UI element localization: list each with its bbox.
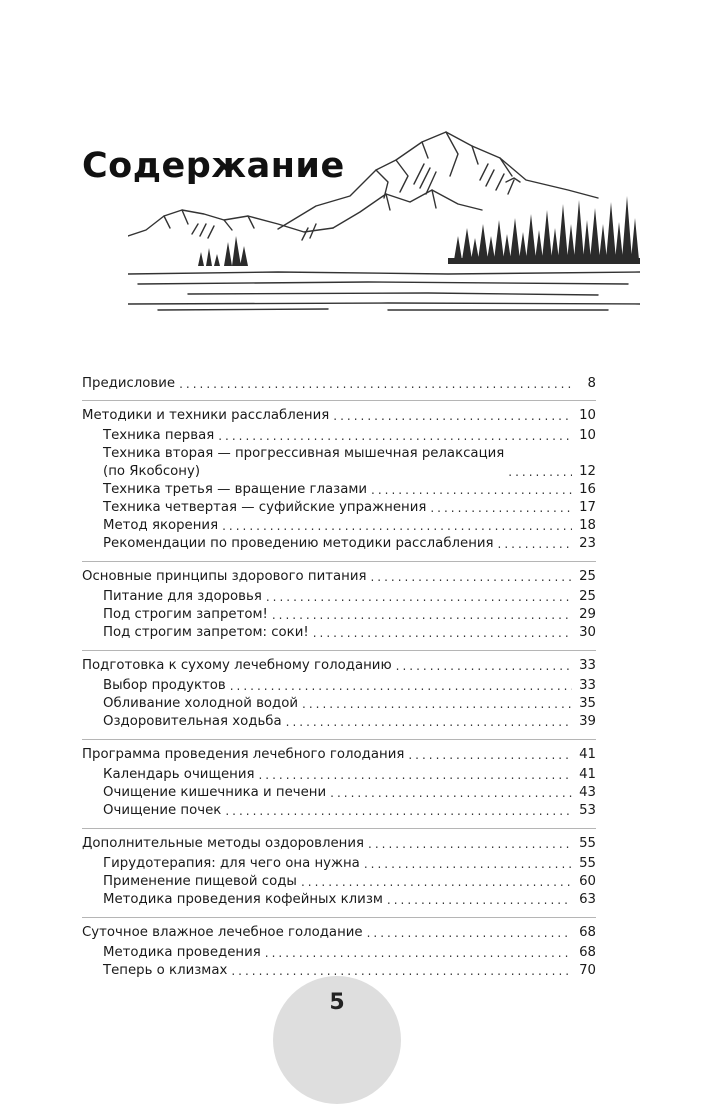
toc-section [82, 400, 596, 561]
toc-entry-page: 8 [587, 376, 596, 391]
toc-entry-title: Теперь о клизмах [103, 963, 228, 978]
leader-dots [258, 769, 572, 781]
toc-subentry[interactable] [82, 535, 596, 553]
leader-dots [286, 716, 572, 728]
toc-section [82, 828, 596, 917]
toc-entry-title: Под строгим запретом! [103, 607, 268, 622]
leader-dots [218, 430, 572, 442]
toc-entry-page: 60 [579, 874, 596, 889]
toc-entry-title: Техника вторая — прогрессивная мышечная релаксация (по Якобсону) [103, 446, 505, 479]
toc-entry-page: 25 [579, 569, 596, 584]
toc-entry-title: Техника четвертая — суфийские упражнения [103, 500, 427, 515]
toc-subentry[interactable] [82, 427, 596, 445]
toc-entry-title: Под строгим запретом: соки! [103, 625, 309, 640]
leader-dots [231, 965, 572, 977]
toc-chapter[interactable] [82, 829, 596, 855]
toc-entry-title: Питание для здоровья [103, 589, 262, 604]
toc-entry-page: 29 [579, 607, 596, 622]
leader-dots [333, 410, 572, 422]
toc-entry-page: 10 [579, 428, 596, 443]
toc-entry-page: 63 [579, 892, 596, 907]
toc-subentry[interactable] [82, 891, 596, 909]
toc-subentry[interactable] [82, 499, 596, 517]
toc-chapter[interactable] [82, 651, 596, 677]
toc-entry-page: 25 [579, 589, 596, 604]
toc-subentry[interactable] [82, 784, 596, 802]
toc-subentry[interactable] [82, 517, 596, 535]
toc-entry-page: 39 [579, 714, 596, 729]
leader-dots [368, 838, 572, 850]
leader-dots [371, 484, 572, 496]
toc-entry-title: Гирудотерапия: для чего она нужна [103, 856, 360, 871]
toc-chapter[interactable] [82, 562, 596, 588]
toc-subentry[interactable] [82, 766, 596, 784]
toc-entry-title: Рекомендации по проведению методики расслабления [103, 536, 494, 551]
toc-subentry[interactable] [82, 873, 596, 891]
leader-dots [387, 894, 572, 906]
leader-dots [313, 627, 572, 639]
leader-dots [367, 927, 572, 939]
toc-entry-page: 55 [579, 856, 596, 871]
leader-dots [302, 698, 572, 710]
toc-entry-title: Суточное влажное лечебное голодание [82, 925, 363, 940]
toc-subentry[interactable] [82, 677, 596, 695]
toc-subentry[interactable] [82, 445, 596, 481]
toc-entry-page: 23 [579, 536, 596, 551]
mountain-landscape-illustration [128, 124, 640, 314]
toc-entry-page: 18 [579, 518, 596, 533]
toc-section [82, 650, 596, 739]
toc-subentry[interactable] [82, 713, 596, 731]
table-of-contents [82, 372, 596, 988]
toc-entry-title: Техника первая [103, 428, 215, 443]
toc-chapter[interactable] [82, 401, 596, 427]
toc-chapter[interactable] [82, 918, 596, 944]
toc-entry-title: Оздоровительная ходьба [103, 714, 282, 729]
toc-chapter-preface[interactable] [82, 372, 596, 400]
toc-subentry[interactable] [82, 481, 596, 499]
toc-subentry[interactable] [82, 944, 596, 962]
toc-entry-title: Дополнительные методы оздоровления [82, 836, 365, 851]
toc-subentry[interactable] [82, 624, 596, 642]
toc-entry-page: 41 [579, 767, 596, 782]
toc-subentry[interactable] [82, 606, 596, 624]
toc-entry-page: 16 [579, 482, 596, 497]
leader-dots [230, 680, 572, 692]
toc-section [82, 372, 596, 400]
toc-subentry[interactable] [82, 695, 596, 713]
toc-entry-title: Методика проведения кофейных клизм [103, 892, 383, 907]
page-number: 5 [329, 990, 345, 1015]
toc-subentry[interactable] [82, 588, 596, 606]
toc-entry-page: 70 [579, 963, 596, 978]
toc-entry-title: Методики и техники расслабления [82, 408, 330, 423]
leader-dots [301, 876, 572, 888]
toc-entry-title: Программа проведения лечебного голодания [82, 747, 405, 762]
toc-entry-page: 53 [579, 803, 596, 818]
toc-entry-page: 33 [579, 678, 596, 693]
toc-entry-page: 43 [579, 785, 596, 800]
toc-entry-page: 17 [579, 500, 596, 515]
toc-section [82, 561, 596, 650]
toc-subentry[interactable] [82, 802, 596, 820]
page-title: Содержание [82, 146, 345, 186]
toc-entry-title: Основные принципы здорового питания [82, 569, 367, 584]
toc-entry-page: 10 [579, 408, 596, 423]
toc-entry-page: 68 [579, 925, 596, 940]
toc-chapter[interactable] [82, 740, 596, 766]
leader-dots [272, 609, 572, 621]
toc-entry-title: Подготовка к сухому лечебному голоданию [82, 658, 392, 673]
leader-dots [408, 749, 572, 761]
toc-subentry[interactable] [82, 855, 596, 873]
toc-section [82, 739, 596, 828]
toc-entry-title: Методика проведения [103, 945, 261, 960]
toc-entry-title: Метод якорения [103, 518, 219, 533]
leader-dots [225, 805, 572, 817]
toc-entry-page: 12 [579, 464, 596, 479]
toc-entry-title: Очищение кишечника и печени [103, 785, 327, 800]
toc-entry-page: 55 [579, 836, 596, 851]
toc-entry-title: Техника третья — вращение глазами [103, 482, 368, 497]
leader-dots [266, 591, 572, 603]
leader-dots [370, 571, 572, 583]
toc-entry-title: Выбор продуктов [103, 678, 226, 693]
leader-dots [330, 787, 572, 799]
toc-entry-title: Предисловие [82, 376, 176, 391]
leader-dots [364, 858, 572, 870]
leader-dots [179, 378, 572, 390]
toc-entry-page: 35 [579, 696, 596, 711]
toc-entry-page: 68 [579, 945, 596, 960]
toc-entry-page: 33 [579, 658, 596, 673]
toc-entry-title: Очищение почек [103, 803, 222, 818]
toc-entry-title: Календарь очищения [103, 767, 255, 782]
leader-dots [430, 502, 572, 514]
leader-dots [508, 466, 572, 478]
toc-entry-page: 30 [579, 625, 596, 640]
leader-dots [498, 538, 572, 550]
leader-dots [265, 947, 572, 959]
toc-entry-title: Обливание холодной водой [103, 696, 299, 711]
leader-dots [396, 660, 572, 672]
toc-entry-title: Применение пищевой соды [103, 874, 297, 889]
toc-entry-page: 41 [579, 747, 596, 762]
leader-dots [222, 520, 572, 532]
